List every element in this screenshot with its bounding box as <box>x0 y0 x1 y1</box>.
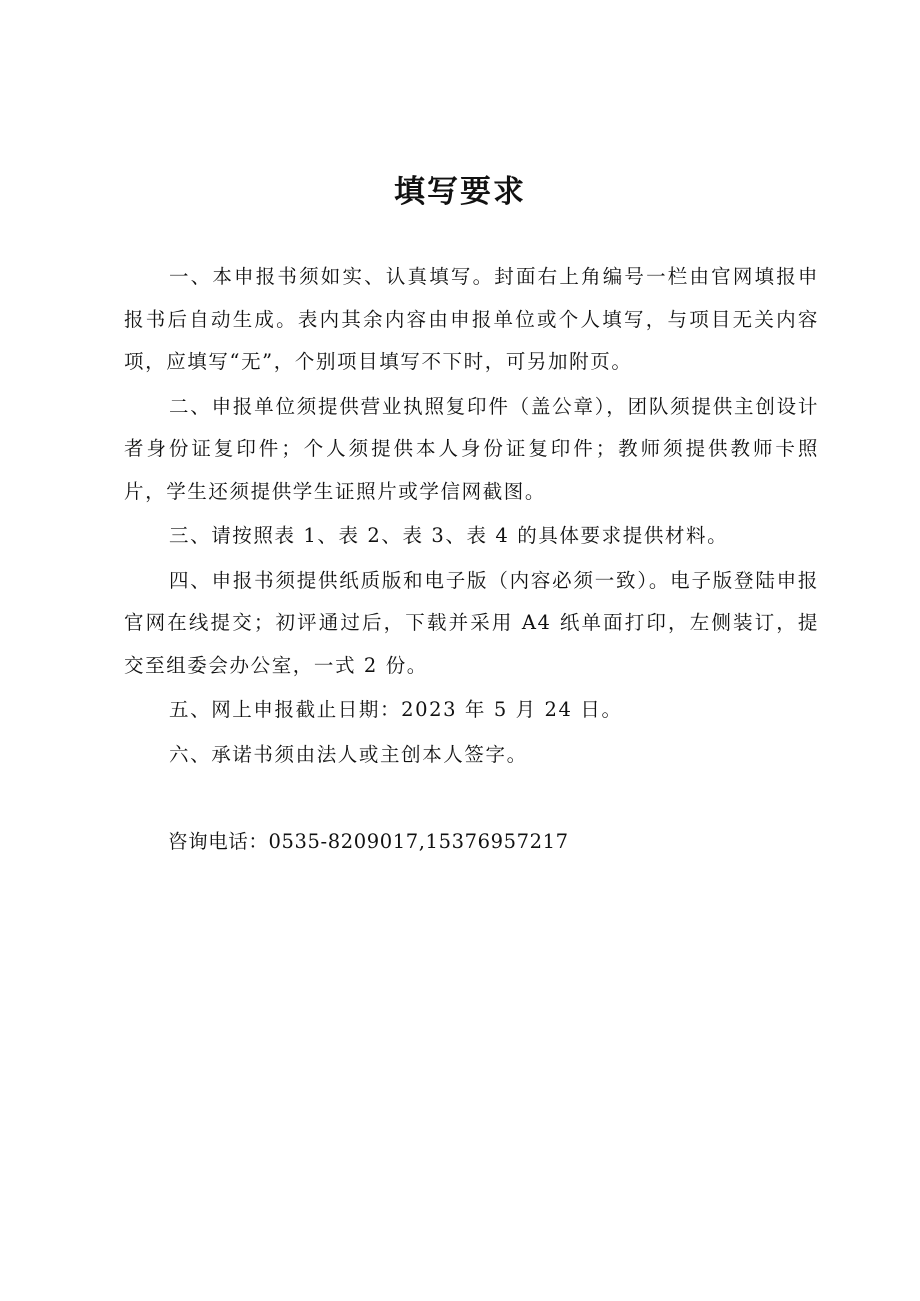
requirement-paragraph-6: 六、承诺书须由法人或主创本人签字。 <box>169 742 528 766</box>
requirement-paragraph-3: 三、请按照表 1、表 2、表 3、表 4 的具体要求提供材料。 <box>169 524 729 547</box>
page-title: 填写要求 <box>394 174 526 210</box>
requirement-paragraph-1: 一、本申报书须如实、认真填写。封面右上角编号一栏由官网填报申报书后自动生成。表内其余内容由申报单位或个人填写，与项目无关内容项，应填写“无”，个别项目填写不下时，可另加附页。 <box>124 265 819 373</box>
requirement-paragraph-4: 四、申报书须提供纸质版和电子版（内容必须一致）。电子版登陆申报官网在线提交；初评通过后，下载并采用 A4 纸单面打印，左侧装订，提交至组委会办公室，一式 2 份。 <box>124 568 819 677</box>
requirement-paragraph-5: 五、网上申报截止日期：2023 年 5 月 24 日。 <box>169 698 623 721</box>
contact-phone: 咨询电话：0535-8209017,15376957217 <box>168 830 569 853</box>
requirements-list <box>124 256 819 778</box>
requirement-paragraph-2: 二、申报单位须提供营业执照复印件（盖公章），团队须提供主创设计者身份证复印件；个人须提供本人身份证复印件；教师须提供教师卡照片，学生还须提供学生证照片或学信网截图。 <box>124 394 819 503</box>
